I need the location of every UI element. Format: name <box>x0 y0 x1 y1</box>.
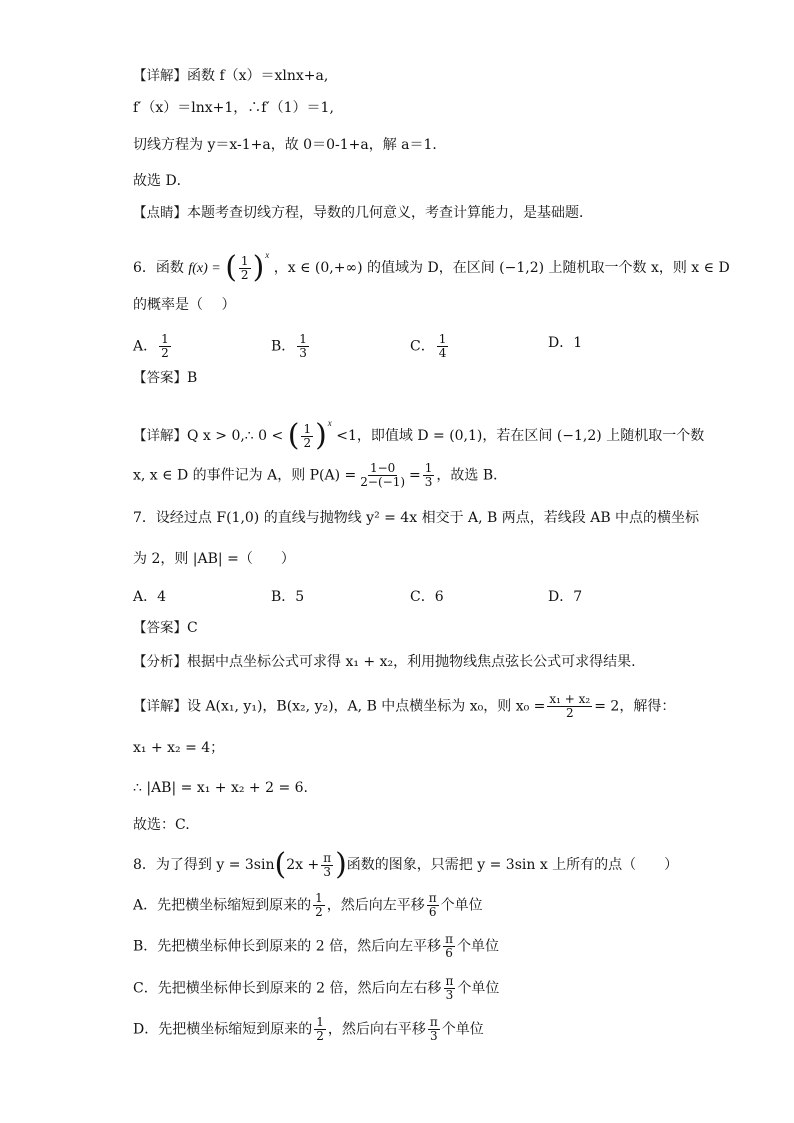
q7-option-c[interactable]: C．6 <box>410 589 444 605</box>
q7-option-d[interactable]: D．7 <box>548 589 583 605</box>
q7-answer: C <box>187 620 198 636</box>
q7-ab-line: ∴ |AB| = x₁ + x₂ + 2 = 6. <box>133 780 308 796</box>
answer-tag: 【答案】 <box>133 370 187 386</box>
q7-answer-line <box>133 618 198 638</box>
q6-detail-line2: x, x ∈ D 的事件记为 A，则 P(A) = $\frac{1-0}{2-(-1)}$ = $\frac{1}{3}$ ，故选 B． <box>133 461 508 489</box>
q7-option-b[interactable]: B．5 <box>271 589 305 605</box>
q6-answer: B <box>187 370 198 386</box>
q7-option-a[interactable]: A．4 <box>133 589 167 605</box>
q6-option-a[interactable]: A． $\frac{1}{2}$ <box>133 332 169 360</box>
detail-tag: 【详解】 <box>133 698 187 715</box>
q8-option-c[interactable]: C．先把横坐标伸长到原来的 2 倍，然后向左右移 $\frac{\pi}{3}$ 个单位 <box>133 974 500 1002</box>
q8-option-a[interactable]: A．先把横坐标缩短到原来的 $\frac{1}{2}$ ，然后向左平移 $\frac{\pi}{6}$ 个单位 <box>133 891 483 919</box>
q6-detail-line1: 【详解】Q x > 0,∴ 0 < ( $\frac{1}{2}$ )$^x$ <1，即值域 D = (0,1)，若在区间 (−1,2) 上随机取一个数 <box>133 418 705 453</box>
q8-option-b[interactable]: B．先把横坐标伸长到原来的 2 倍，然后向左平移 $\frac{\pi}{6}$ 个单位 <box>133 932 499 960</box>
q5-derivative-line: f′（x）＝lnx+1，∴f′（1）＝1, <box>133 100 334 116</box>
q7-sum-line: x₁ + x₂ = 4； <box>133 740 225 756</box>
q6-fx: f(x) = <box>188 261 221 276</box>
analysis-tag: 【分析】 <box>133 654 187 670</box>
q6-option-c[interactable]: C． $\frac{1}{4}$ <box>410 332 447 360</box>
detail-tag: 【详解】 <box>133 428 187 444</box>
q8-option-d[interactable]: D．先把横坐标缩短到原来的 $\frac{1}{2}$ ，然后向右平移 $\frac{\pi}{3}$ 个单位 <box>133 1015 484 1043</box>
answer-tag: 【答案】 <box>133 620 187 636</box>
q5-detail-text: 函数 f（x）＝xlnx+a, <box>187 68 329 84</box>
q6-answer-line <box>133 368 197 388</box>
q7-stem-line1: 7．设经过点 F(1,0) 的直线与抛物线 y² = 4x 相交于 A, B 两点，若线段 AB 中点的横坐标 <box>133 510 700 526</box>
detail-tag: 【详解】 <box>133 68 187 84</box>
q5-choose-line: 故选 D． <box>133 173 191 189</box>
q8-stem-line: 8．为了得到 y = 3sin(2x + $\frac{\pi}{3}$ )函数的图象，只需把 y = 3sin x 上所有的点（ ） <box>133 847 679 882</box>
q5-detail-line <box>133 66 328 86</box>
q7-choose-line: 故选：C. <box>133 817 190 833</box>
q5-comment-line <box>133 203 593 223</box>
q5-tangent-line: 切线方程为 y＝x-1+a，故 0＝0-1+a，解 a＝1． <box>133 137 447 153</box>
q6-option-b[interactable]: B． $\frac{1}{3}$ <box>271 332 307 360</box>
q5-comment-text: 本题考查切线方程，导数的几何意义，考查计算能力，是基础题． <box>187 205 593 221</box>
q6-base-fraction: $\frac{1}{2}$ <box>240 253 249 282</box>
q6-stem-line1: 6．函数 f(x) = ( $\frac{1}{2}$ )$^x$ ，x ∈ (0,+∞) 的值域为 D，在区间 (−1,2) 上随机取一个数 x，则 x ∈ D <box>133 250 730 285</box>
q6-option-d[interactable]: D．1 <box>548 335 583 351</box>
q6-domain-text: ，x ∈ (0,+∞) 的值域为 D，在区间 (−1,2) 上随机取一个数 x，则 x ∈ D <box>273 260 730 276</box>
comment-tag: 【点睛】 <box>133 205 187 221</box>
q7-detail-line: 【详解】设 A(x₁, y₁)，B(x₂, y₂)，A, B 中点横坐标为 x₀，则 x₀ = $\frac{\text{x₁ + x₂}}{2}$ = 2，解得： <box>133 692 676 720</box>
q7-analysis-line: 【分析】根据中点坐标公式可求得 x₁ + x₂，利用抛物线焦点弦长公式可求得结果. <box>133 654 636 670</box>
q6-stem-line2: 的概率是（ ） <box>133 297 236 313</box>
q7-stem-line2: 为 2，则 |AB| =（ ） <box>133 551 295 567</box>
q6-prefix: 6．函数 <box>133 260 184 276</box>
q6-exponent: x <box>265 250 270 260</box>
